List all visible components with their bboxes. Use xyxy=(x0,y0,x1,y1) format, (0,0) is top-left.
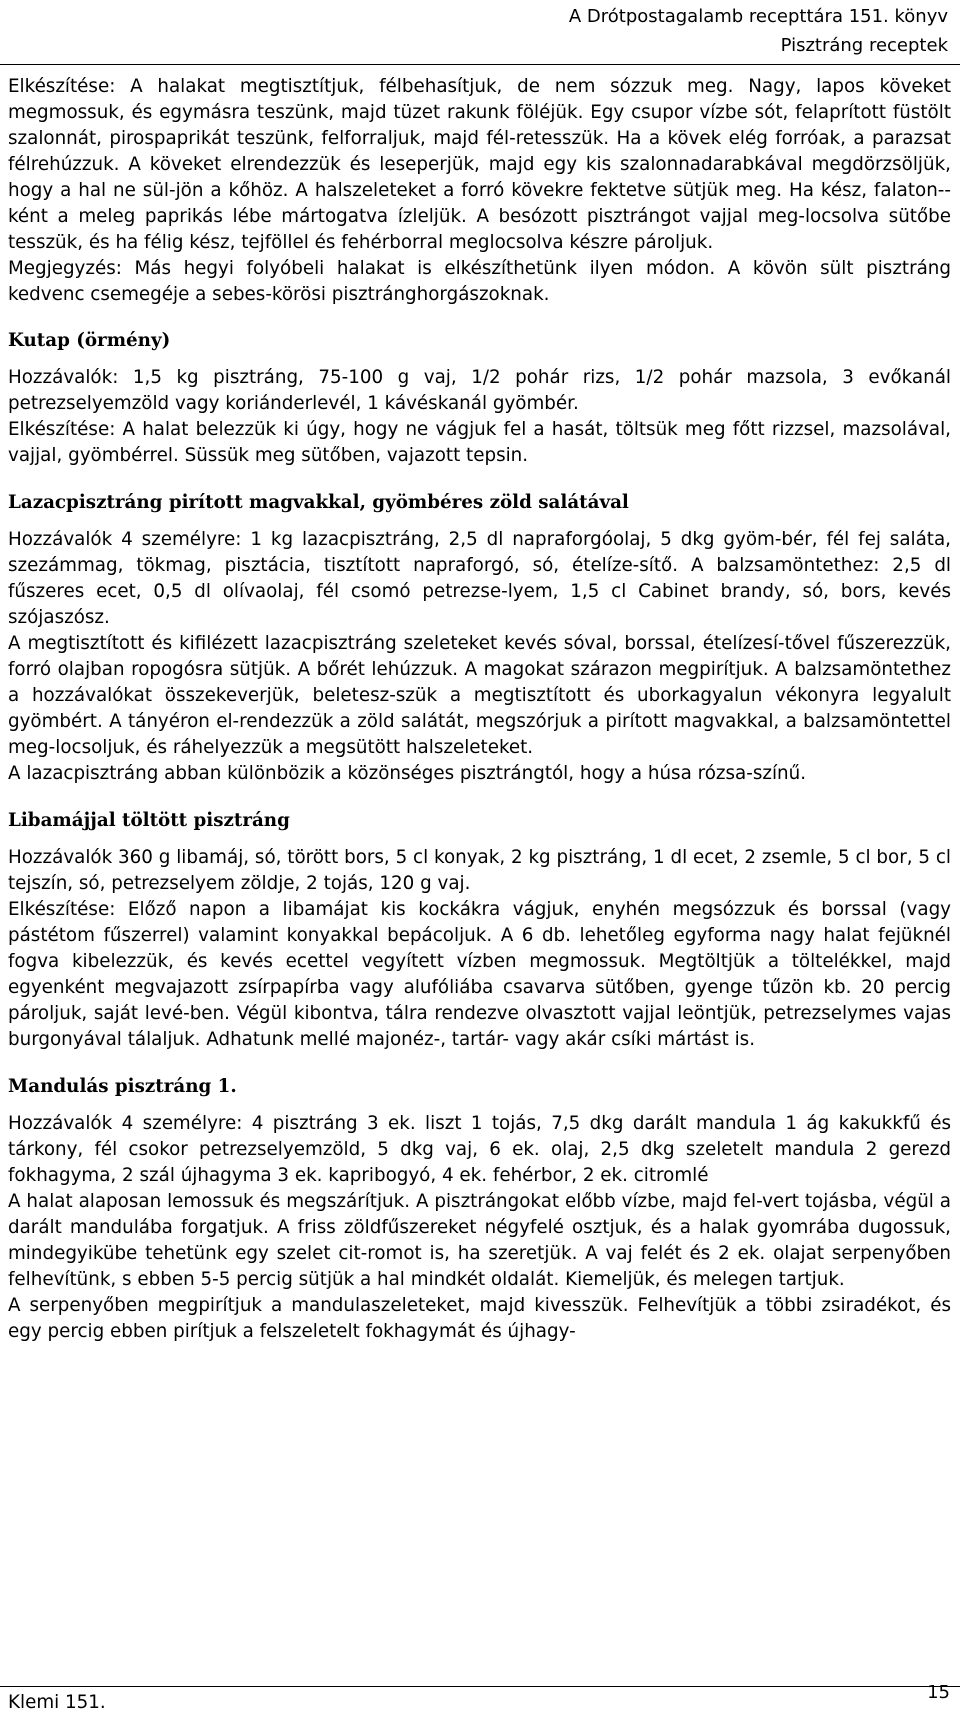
book-title: A Drótpostagalamb recepttára 151. könyv xyxy=(568,6,948,27)
footer-label: Klemi 151. xyxy=(8,1692,106,1713)
recipe-libamajjal xyxy=(8,808,951,1053)
footer-rule xyxy=(0,1686,960,1687)
recipe-paragraph: A lazacpisztráng abban különbözik a közönséges pisztrángtól, hogy a húsa rózsa-színű. xyxy=(8,763,807,784)
recipe-paragraph: Hozzávalók 4 személyre: 1 kg lazacpisztráng, 2,5 dl napraforgóolaj, 5 dkg gyöm-bér, fél fej saláta, szezámmag, tökmag, pisztácia, tisztított napraforgó, só, ételíze-sítő. A balzsamöntethez: 2,5 dl fűszeres ecet, 0,5 dl olívaolaj, fél csomó petrezse-lyem, 1,5 cl Cabinet brandy, só, bors, kevés szójaszósz. xyxy=(8,529,951,628)
recipe-title: Lazacpisztráng pirított magvakkal, gyömbéres zöld salátával xyxy=(8,492,629,513)
recipe-title: Libamájjal töltött pisztráng xyxy=(8,810,290,831)
recipe-paragraph: Hozzávalók: 1,5 kg pisztráng, 75-100 g vaj, 1/2 pohár rizs, 1/2 pohár mazsola, 3 evőkanál petrezselyemzöld vagy koriánderlevél, 1 kávéskanál gyömbér. xyxy=(8,367,951,414)
recipe-paragraph: Elkészítése: A halat belezzük ki úgy, hogy ne vágjuk fel a hasát, töltsük meg főtt rizzsel, mazsolával, vajjal, gyömbérrel. Süssük meg sütőben, vajazott tepsin. xyxy=(8,419,951,466)
recipe-title: Mandulás pisztráng 1. xyxy=(8,1076,237,1097)
header-rule xyxy=(0,64,960,65)
recipe-paragraph: Elkészítése: Előző napon a libamájat kis kockákra vágjuk, enyhén megsózzuk és borssal (vagy pástétom fűszerrel) valamint konyakkal bepácoljuk. A 6 db. lehetőleg egyforma nagy halat fejüknél fogva kibelezzük, és kevés ecettel vegyített vízben megmossuk. Megtöltjük a töltelékkel, majd egyenként megvajazott zsírpapírba vagy alufóliába csavarva sütőben, gyenge tűzön kb. 20 percig pároljuk, saját levé-ben. Végül kibontva, tálra rendezve olvasztott vajjal leöntjük, petrezselymes vajas burgonyával tálaljuk. Adhatunk mellé majonéz-, tartár- vagy akár csíki mártást is. xyxy=(8,899,951,1050)
recipe-mandulas xyxy=(8,1074,951,1345)
recipe-lazacpisztrang xyxy=(8,490,951,787)
recipe-paragraph: A serpenyőben megpirítjuk a mandulaszeleteket, majd kivesszük. Felhevítjük a többi zsiradékot, és egy percig ebben pirítjuk a felszeletelt fokhagymát és újhagy- xyxy=(8,1295,951,1342)
recipe-paragraph: Hozzávalók 360 g libamáj, só, törött bors, 5 cl konyak, 2 kg pisztráng, 1 dl ecet, 2 zsemle, 5 cl bor, 5 cl tejszín, só, petrezselyem zöldje, 2 tojás, 120 g vaj. xyxy=(8,847,951,894)
running-header xyxy=(569,2,948,60)
recipe-paragraph: A megtisztított és kifilézett lazacpisztráng szeleteket kevés sóval, borssal, ételízesí-tővel fűszerezzük, forró olajban ropogósra sütjük. A bőrét lehúzzuk. A magokat szárazon megpirítjuk. A balzsamöntethez a hozzávalókat összekeverjük, beletesz-szük a megtisztított és uborkagyalun vékonyra legyalult gyömbért. A tányéron el-rendezzük a zöld salátát, megszórjuk a pirított magvakkal, a balzsamöntettel meg-locsoljuk, és ráhelyezzük a megsütött halszeleteket. xyxy=(8,633,951,758)
recipe-paragraph: Hozzávalók 4 személyre: 4 pisztráng 3 ek. liszt 1 tojás, 7,5 dkg darált mandula 1 ág kakukkfű és tárkony, fél csokor petrezselyemzöld, 5 dkg vaj, 6 ek. olaj, 2,5 dkg szeletelt mandula 2 gerezd fokhagyma, 2 szál újhagyma 3 ek. kapribogyó, 4 ek. fehérbor, 2 ek. citromlé xyxy=(8,1113,951,1186)
recipe-title: Kutap (örmény) xyxy=(8,330,171,351)
recipe-paragraph: A halat alaposan lemossuk és megszárítjuk. A pisztrángokat előbb vízbe, majd fel-vert tojásba, végül a darált mandulába forgatjuk. A friss zöldfűszereket négyfelé osztjuk, és a halak gyomrába dugossuk, mindegyikübe tehetünk egy szelet cit-romot is, ha szeretjük. A vaj felét és 2 ek. olajat serpenyőben felhevítünk, s ebben 5-5 percig sütjük a hal mindkét oldalát. Kiemeljük, és melegen tartjuk. xyxy=(8,1191,951,1290)
page-number: 15 xyxy=(927,1682,950,1703)
intro-paragraph: Elkészítése: A halakat megtisztítjuk, félbehasítjuk, de nem sózzuk meg. Nagy, lapos köveket megmossuk, és egymásra teszünk, majd tüzet rakunk föléjük. Egy csupor vízbe sót, felaprított füstölt szalonnát, pirospaprikát teszünk, felforraljuk, majd fél-retesszük. Ha a kövek elég forróak, a parazsat félrehúzzuk. A köveket elrendezzük és leseperjük, majd egy kis szalonnadarabkával megdörzsöljük, hogy a hal ne sül-jön a kőhöz. A halszeleteket a forró kövekre fektetve sütjük meg. Ha kész, falaton-ként a meleg paprikás lébe mártogatva ízleljük. A besózott pisztrángot vajjal meg-locsolva sütőbe tesszük, és ha félig kész, tejföllel és fehérborral meglocsolva készre pároljuk. xyxy=(8,76,951,253)
page-body xyxy=(8,74,951,1345)
recipe-kutap xyxy=(8,328,951,469)
section-subtitle: Pisztráng receptek xyxy=(780,35,948,56)
intro-note: Megjegyzés: Más hegyi folyóbeli halakat is elkészíthetünk ilyen módon. A kövön sült pisztráng kedvenc csemegéje a sebes-körösi pisztránghorgászoknak. xyxy=(8,258,951,305)
